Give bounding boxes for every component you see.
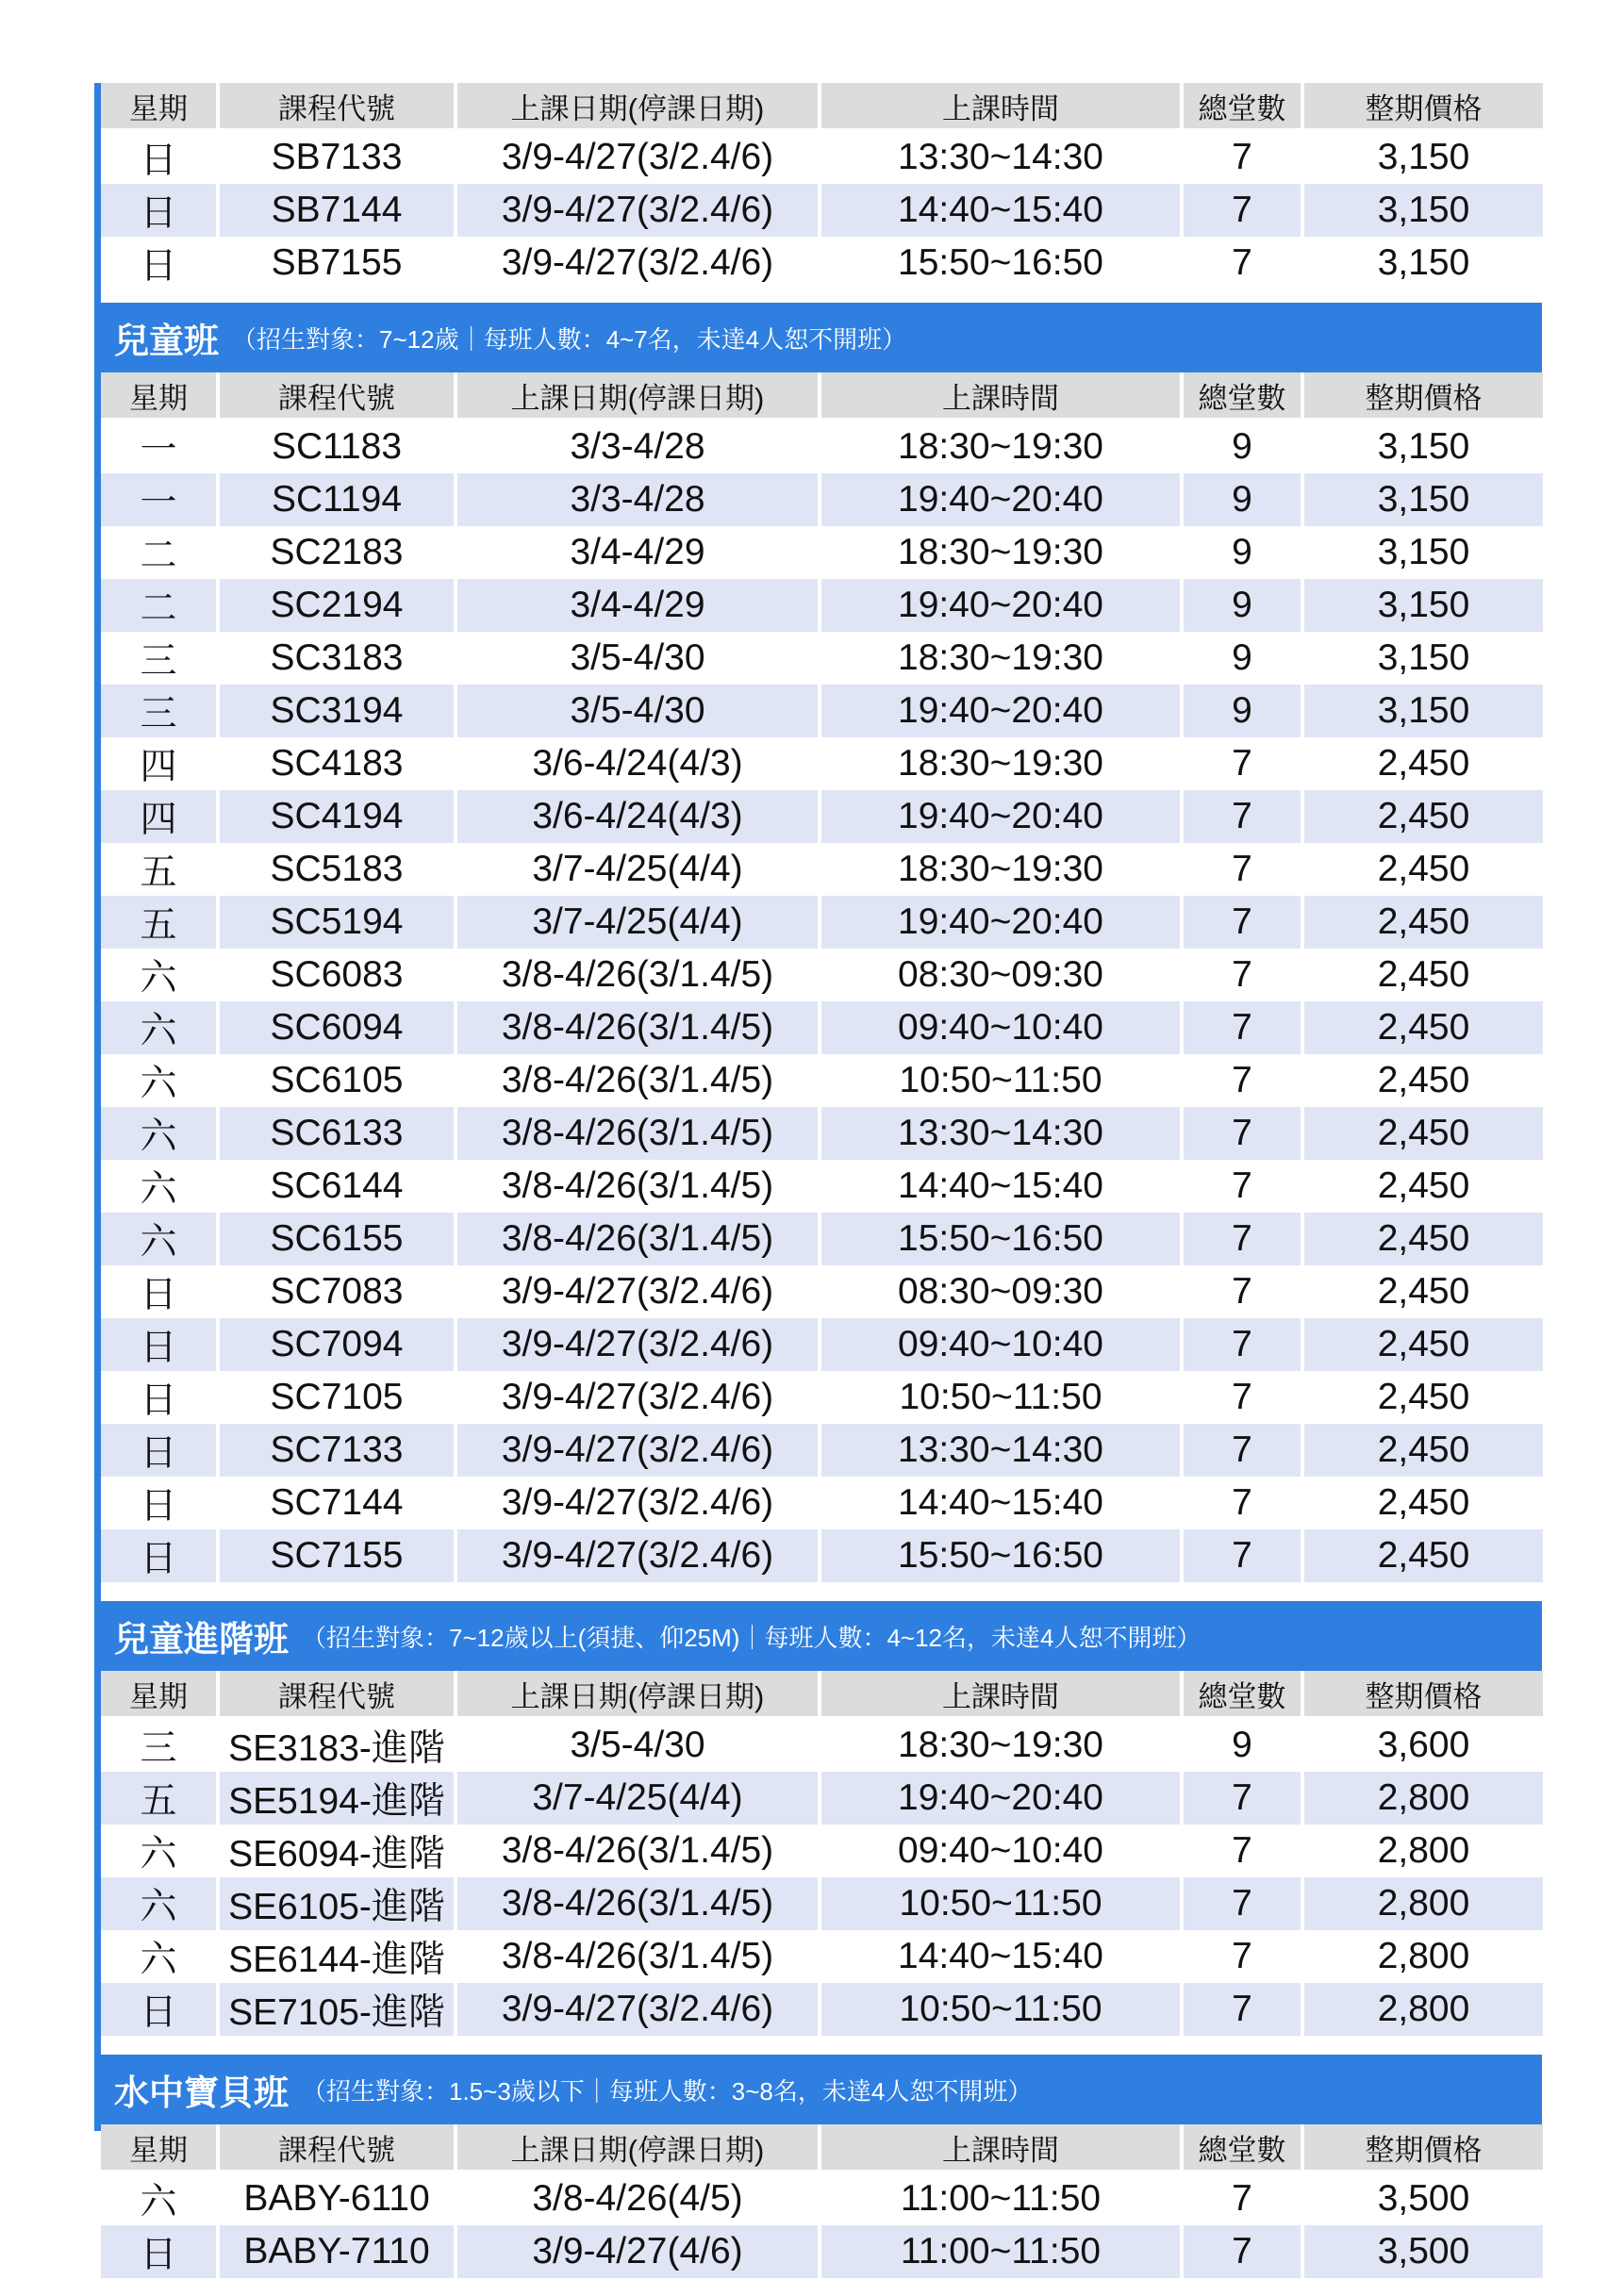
column-header: 星期 bbox=[101, 372, 216, 421]
column-header: 上課日期(停課日期) bbox=[457, 372, 818, 421]
table-cell: 3,150 bbox=[1304, 473, 1543, 526]
table-cell: 3/9-4/27(3/2.4/6) bbox=[501, 1271, 774, 1312]
table-cell: 一 bbox=[101, 473, 216, 526]
table-cell: 9 bbox=[1232, 1725, 1252, 1765]
table-cell: 3/3-4/28 bbox=[570, 426, 705, 467]
table-cell: 3,150 bbox=[1377, 137, 1470, 177]
table-cell: 19:40~20:40 bbox=[821, 579, 1180, 632]
table-cell: SC7083 bbox=[270, 1271, 404, 1312]
table-row bbox=[101, 184, 1543, 237]
section-note: （招生對象：7~12歲｜每班人數：4~7名，未達4人恕不開班） bbox=[232, 324, 907, 354]
table-row bbox=[101, 1877, 1543, 1930]
table-row bbox=[101, 1983, 1543, 2036]
course-table bbox=[97, 372, 1547, 1582]
column-header: 星期 bbox=[101, 2124, 216, 2172]
table-row bbox=[101, 790, 1543, 843]
table-cell: 18:30~19:30 bbox=[898, 1725, 1103, 1765]
table-row bbox=[101, 1318, 1543, 1371]
table-row bbox=[101, 1719, 1543, 1772]
table-cell: 3/8-4/26(3/1.4/5) bbox=[501, 1830, 774, 1871]
table-cell: SC4183 bbox=[270, 743, 404, 784]
table-cell: 2,800 bbox=[1304, 1983, 1543, 2036]
column-header: 課程代號 bbox=[220, 2124, 454, 2172]
table-cell: 09:40~10:40 bbox=[821, 1001, 1180, 1054]
column-header: 整期價格 bbox=[1304, 83, 1543, 131]
table-cell: 10:50~11:50 bbox=[899, 1377, 1102, 1417]
table-cell: 7 bbox=[1184, 1424, 1301, 1477]
table-cell: 日 bbox=[101, 1424, 216, 1477]
table-cell: 3/9-4/27(3/2.4/6) bbox=[457, 1318, 818, 1371]
table-cell: 日 bbox=[140, 140, 177, 181]
table-cell: SC1194 bbox=[220, 473, 454, 526]
table-cell: SC7094 bbox=[220, 1318, 454, 1371]
table-cell: 五 bbox=[101, 1772, 216, 1825]
table-cell: 日 bbox=[140, 1275, 177, 1315]
table-cell: SC6144 bbox=[270, 1165, 404, 1206]
table-cell: 7 bbox=[1232, 1165, 1252, 1206]
column-header: 整期價格 bbox=[1304, 1671, 1543, 1719]
table-cell: 2,450 bbox=[1377, 1377, 1470, 1417]
table-cell: 3/8-4/26(3/1.4/5) bbox=[501, 954, 774, 995]
table-cell: 3/8-4/26(4/5) bbox=[532, 2178, 743, 2219]
table-cell: 六 bbox=[140, 1169, 177, 1210]
table-cell: 3,150 bbox=[1377, 637, 1470, 678]
table-cell: 2,450 bbox=[1377, 1060, 1470, 1100]
table-cell: SC6105 bbox=[270, 1060, 404, 1100]
table-cell: 7 bbox=[1184, 184, 1301, 237]
table-cell: 二 bbox=[101, 579, 216, 632]
table-cell: 7 bbox=[1232, 1936, 1252, 1976]
table-header-row bbox=[101, 1671, 1543, 1719]
table-cell: 一 bbox=[140, 430, 177, 471]
table-cell: 2,450 bbox=[1377, 1482, 1470, 1523]
table-row bbox=[101, 473, 1543, 526]
table-cell: 7 bbox=[1184, 1318, 1301, 1371]
table-row bbox=[101, 1477, 1543, 1529]
table-cell: 四 bbox=[101, 790, 216, 843]
table-cell: SE7105-進階 bbox=[220, 1983, 454, 2036]
table-cell: 3,150 bbox=[1377, 532, 1470, 572]
table-cell: 19:40~20:40 bbox=[821, 896, 1180, 949]
table-cell: 13:30~14:30 bbox=[821, 1424, 1180, 1477]
table-cell: 2,450 bbox=[1377, 743, 1470, 784]
column-header: 上課時間 bbox=[821, 1671, 1180, 1719]
table-cell: 3/8-4/26(3/1.4/5) bbox=[457, 1213, 818, 1265]
table-cell: 3/9-4/27(3/2.4/6) bbox=[501, 137, 774, 177]
table-cell: 3/7-4/25(4/4) bbox=[457, 1772, 818, 1825]
table-cell: SC5183 bbox=[270, 849, 404, 889]
table-row bbox=[101, 1213, 1543, 1265]
column-header: 上課時間 bbox=[821, 372, 1180, 421]
table-cell: SC7133 bbox=[220, 1424, 454, 1477]
table-cell: 2,450 bbox=[1304, 790, 1543, 843]
table-cell: 2,450 bbox=[1304, 1001, 1543, 1054]
table-cell: 3/9-4/27(3/2.4/6) bbox=[457, 1424, 818, 1477]
table-cell: 2,450 bbox=[1304, 896, 1543, 949]
table-cell: 14:40~15:40 bbox=[898, 1936, 1103, 1976]
column-header: 課程代號 bbox=[220, 83, 454, 131]
table-cell: 7 bbox=[1184, 1877, 1301, 1930]
table-cell: 13:30~14:30 bbox=[898, 137, 1103, 177]
table-cell: 11:00~11:50 bbox=[900, 2178, 1102, 2219]
table-row bbox=[101, 1265, 1543, 1318]
section-note: （招生對象：1.5~3歲以下｜每班人數：3~8名，未達4人恕不開班） bbox=[302, 2076, 1033, 2106]
table-cell: 3,600 bbox=[1377, 1725, 1470, 1765]
table-cell: 15:50~16:50 bbox=[821, 1529, 1180, 1582]
table-cell: SC6155 bbox=[220, 1213, 454, 1265]
table-cell: 3/6-4/24(4/3) bbox=[457, 790, 818, 843]
table-cell: 日 bbox=[101, 1983, 216, 2036]
column-header: 課程代號 bbox=[220, 1671, 454, 1719]
table-cell: 日 bbox=[140, 1486, 177, 1527]
course-table bbox=[97, 2124, 1547, 2278]
section-header bbox=[101, 303, 1542, 372]
column-header: 星期 bbox=[101, 1671, 216, 1719]
column-header: 課程代號 bbox=[220, 372, 454, 421]
table-cell: 三 bbox=[140, 641, 177, 682]
table-cell: SC4194 bbox=[220, 790, 454, 843]
table-cell: 3/8-4/26(3/1.4/5) bbox=[457, 1001, 818, 1054]
table-cell: 3/8-4/26(3/1.4/5) bbox=[501, 1060, 774, 1100]
table-cell: 7 bbox=[1184, 790, 1301, 843]
column-header: 總堂數 bbox=[1184, 2124, 1301, 2172]
table-cell: 2,450 bbox=[1304, 1529, 1543, 1582]
table-cell: 2,450 bbox=[1377, 1165, 1470, 1206]
table-cell: 18:30~19:30 bbox=[898, 532, 1103, 572]
table-cell: 3/5-4/30 bbox=[570, 637, 705, 678]
table-cell: SC7155 bbox=[220, 1529, 454, 1582]
table-cell: 日 bbox=[101, 1318, 216, 1371]
table-cell: 9 bbox=[1184, 685, 1301, 737]
table-cell: 7 bbox=[1184, 1001, 1301, 1054]
table-header-row bbox=[101, 372, 1543, 421]
table-cell: 2,450 bbox=[1377, 954, 1470, 995]
table-cell: 2,800 bbox=[1377, 1936, 1470, 1976]
course-section bbox=[101, 2055, 1542, 2278]
column-header: 星期 bbox=[101, 83, 216, 131]
section-header bbox=[101, 2055, 1542, 2124]
table-cell: 日 bbox=[101, 184, 216, 237]
course-table bbox=[97, 1671, 1547, 2036]
table-cell: 3/9-4/27(4/6) bbox=[457, 2225, 818, 2278]
column-header: 上課時間 bbox=[821, 2124, 1180, 2172]
table-cell: 2,800 bbox=[1304, 1772, 1543, 1825]
section-note: （招生對象：7~12歲以上(須捷、仰25M)｜每班人數：4~12名，未達4人恕不開班） bbox=[302, 1623, 1201, 1652]
table-cell: 9 bbox=[1184, 579, 1301, 632]
column-header: 整期價格 bbox=[1304, 2124, 1543, 2172]
table-cell: 3/4-4/29 bbox=[457, 579, 818, 632]
table-cell: 19:40~20:40 bbox=[821, 473, 1180, 526]
table-cell: 10:50~11:50 bbox=[899, 1060, 1102, 1100]
table-cell: SC3194 bbox=[220, 685, 454, 737]
table-row bbox=[101, 1930, 1543, 1983]
table-row bbox=[101, 685, 1543, 737]
table-row bbox=[101, 1160, 1543, 1213]
table-row bbox=[101, 1054, 1543, 1107]
course-section bbox=[101, 303, 1542, 1582]
table-cell: 2,450 bbox=[1377, 1271, 1470, 1312]
table-cell: SC7144 bbox=[270, 1482, 404, 1523]
table-row bbox=[101, 949, 1543, 1001]
table-row bbox=[101, 843, 1543, 896]
table-cell: SE6144-進階 bbox=[228, 1940, 445, 1980]
table-cell: 六 bbox=[101, 1107, 216, 1160]
table-row bbox=[101, 421, 1543, 473]
table-cell: 7 bbox=[1232, 1482, 1252, 1523]
table-row bbox=[101, 526, 1543, 579]
table-cell: 19:40~20:40 bbox=[821, 1772, 1180, 1825]
table-cell: 五 bbox=[101, 896, 216, 949]
table-row bbox=[101, 2172, 1543, 2225]
table-cell: 六 bbox=[140, 1940, 177, 1980]
table-cell: SB7133 bbox=[271, 137, 403, 177]
table-cell: SC7105 bbox=[270, 1377, 404, 1417]
table-cell: SB7155 bbox=[271, 242, 403, 283]
table-cell: 2,450 bbox=[1304, 1107, 1543, 1160]
column-header: 整期價格 bbox=[1304, 372, 1543, 421]
table-cell: 3,500 bbox=[1377, 2178, 1470, 2219]
column-header: 上課日期(停課日期) bbox=[457, 2124, 818, 2172]
table-cell: SC5194 bbox=[220, 896, 454, 949]
table-cell: 7 bbox=[1232, 1271, 1252, 1312]
table-cell: 2,800 bbox=[1377, 1830, 1470, 1871]
table-cell: BABY-7110 bbox=[220, 2225, 454, 2278]
table-cell: 7 bbox=[1184, 2225, 1301, 2278]
table-cell: 7 bbox=[1184, 1983, 1301, 2036]
table-cell: 14:40~15:40 bbox=[898, 1165, 1103, 1206]
table-cell: 14:40~15:40 bbox=[821, 184, 1180, 237]
table-cell: 10:50~11:50 bbox=[821, 1877, 1180, 1930]
table-cell: SC1183 bbox=[271, 426, 403, 467]
table-cell: 3/5-4/30 bbox=[457, 685, 818, 737]
table-cell: 六 bbox=[140, 1834, 177, 1875]
table-row bbox=[101, 1001, 1543, 1054]
table-cell: 3/8-4/26(3/1.4/5) bbox=[457, 1877, 818, 1930]
table-cell: SB7144 bbox=[220, 184, 454, 237]
table-cell: 3/9-4/27(3/2.4/6) bbox=[457, 1983, 818, 2036]
table-row bbox=[101, 1772, 1543, 1825]
table-cell: 3/6-4/24(4/3) bbox=[532, 743, 743, 784]
table-cell: 18:30~19:30 bbox=[898, 637, 1103, 678]
table-row bbox=[101, 1825, 1543, 1877]
table-row bbox=[101, 2225, 1543, 2278]
table-cell: SE6105-進階 bbox=[220, 1877, 454, 1930]
table-cell: 3/9-4/27(3/2.4/6) bbox=[501, 1377, 774, 1417]
table-cell: 3/5-4/30 bbox=[570, 1725, 705, 1765]
table-row bbox=[101, 237, 1543, 289]
table-cell: SC6083 bbox=[270, 954, 404, 995]
table-cell: 二 bbox=[140, 536, 177, 576]
table-cell: 三 bbox=[140, 1728, 177, 1769]
table-cell: SC2194 bbox=[220, 579, 454, 632]
table-cell: 9 bbox=[1232, 532, 1252, 572]
table-cell: 六 bbox=[140, 2182, 177, 2222]
table-cell: 10:50~11:50 bbox=[821, 1983, 1180, 2036]
table-cell: 7 bbox=[1232, 849, 1252, 889]
table-cell: 3/7-4/25(4/4) bbox=[457, 896, 818, 949]
table-cell: 3/9-4/27(3/2.4/6) bbox=[501, 1482, 774, 1523]
table-cell: 7 bbox=[1232, 743, 1252, 784]
schedule-page bbox=[94, 83, 1542, 2278]
table-cell: 7 bbox=[1232, 137, 1252, 177]
section-title: 水中寶貝班 bbox=[114, 2073, 289, 2112]
table-row bbox=[101, 1371, 1543, 1424]
table-header-row bbox=[101, 2124, 1543, 2172]
course-table bbox=[97, 83, 1547, 289]
table-cell: 19:40~20:40 bbox=[821, 790, 1180, 843]
table-cell: 3/7-4/25(4/4) bbox=[532, 849, 743, 889]
table-cell: 3/3-4/28 bbox=[457, 473, 818, 526]
table-row bbox=[101, 1529, 1543, 1582]
table-cell: 3/9-4/27(3/2.4/6) bbox=[457, 184, 818, 237]
table-cell: 3,150 bbox=[1304, 579, 1543, 632]
table-cell: 2,450 bbox=[1304, 1213, 1543, 1265]
table-cell: 2,450 bbox=[1304, 1424, 1543, 1477]
table-cell: SC6133 bbox=[220, 1107, 454, 1160]
table-cell: 3/4-4/29 bbox=[570, 532, 705, 572]
course-section bbox=[101, 1601, 1542, 2036]
table-cell: 9 bbox=[1184, 473, 1301, 526]
table-cell: BABY-6110 bbox=[243, 2178, 430, 2219]
table-cell: 3,150 bbox=[1304, 184, 1543, 237]
table-cell: 7 bbox=[1184, 1213, 1301, 1265]
section-title: 兒童班 bbox=[114, 322, 219, 360]
table-cell: 18:30~19:30 bbox=[898, 743, 1103, 784]
table-cell: 7 bbox=[1232, 1060, 1252, 1100]
table-cell: 3/9-4/27(3/2.4/6) bbox=[501, 242, 774, 283]
table-cell: 7 bbox=[1232, 954, 1252, 995]
table-cell: 2,450 bbox=[1377, 849, 1470, 889]
table-cell: 15:50~16:50 bbox=[898, 242, 1103, 283]
table-cell: 18:30~19:30 bbox=[898, 426, 1103, 467]
table-cell: 9 bbox=[1232, 426, 1252, 467]
table-cell: 09:40~10:40 bbox=[898, 1830, 1103, 1871]
table-cell: 3/9-4/27(3/2.4/6) bbox=[457, 1529, 818, 1582]
table-cell: 日 bbox=[101, 1529, 216, 1582]
table-cell: 7 bbox=[1184, 1107, 1301, 1160]
table-cell: 3,150 bbox=[1304, 685, 1543, 737]
table-cell: 08:30~09:30 bbox=[898, 1271, 1103, 1312]
table-cell: 7 bbox=[1184, 896, 1301, 949]
table-cell: SC6094 bbox=[220, 1001, 454, 1054]
table-row bbox=[101, 131, 1543, 184]
table-cell: SE6094-進階 bbox=[228, 1834, 445, 1875]
table-row bbox=[101, 1107, 1543, 1160]
table-cell: 三 bbox=[101, 685, 216, 737]
table-cell: 3/8-4/26(3/1.4/5) bbox=[501, 1936, 774, 1976]
table-cell: 2,450 bbox=[1304, 1318, 1543, 1371]
table-cell: SE5194-進階 bbox=[220, 1772, 454, 1825]
table-cell: SC2183 bbox=[270, 532, 404, 572]
table-cell: SE3183-進階 bbox=[228, 1728, 445, 1769]
table-cell: 日 bbox=[140, 1380, 177, 1421]
table-cell: 五 bbox=[140, 852, 177, 893]
section-header bbox=[101, 1601, 1542, 1671]
column-header: 總堂數 bbox=[1184, 372, 1301, 421]
table-cell: 7 bbox=[1232, 1377, 1252, 1417]
table-row bbox=[101, 896, 1543, 949]
table-row bbox=[101, 737, 1543, 790]
table-cell: 3,150 bbox=[1377, 426, 1470, 467]
table-row bbox=[101, 579, 1543, 632]
table-cell: SC3183 bbox=[270, 637, 404, 678]
table-cell: 7 bbox=[1184, 1772, 1301, 1825]
table-cell: 7 bbox=[1184, 1529, 1301, 1582]
column-header: 上課日期(停課日期) bbox=[457, 83, 818, 131]
table-cell: 六 bbox=[101, 1877, 216, 1930]
table-row bbox=[101, 632, 1543, 685]
table-cell: 六 bbox=[140, 958, 177, 999]
table-cell: 3/8-4/26(3/1.4/5) bbox=[457, 1107, 818, 1160]
table-cell: 18:30~19:30 bbox=[898, 849, 1103, 889]
table-cell: 14:40~15:40 bbox=[898, 1482, 1103, 1523]
table-cell: 09:40~10:40 bbox=[821, 1318, 1180, 1371]
table-cell: 13:30~14:30 bbox=[821, 1107, 1180, 1160]
table-cell: 3,500 bbox=[1304, 2225, 1543, 2278]
table-cell: 3/8-4/26(3/1.4/5) bbox=[501, 1165, 774, 1206]
table-cell: 19:40~20:40 bbox=[821, 685, 1180, 737]
table-cell: 11:00~11:50 bbox=[821, 2225, 1180, 2278]
course-section bbox=[101, 83, 1542, 289]
table-cell: 日 bbox=[140, 246, 177, 287]
table-cell: 15:50~16:50 bbox=[821, 1213, 1180, 1265]
table-cell: 9 bbox=[1232, 637, 1252, 678]
table-cell: 08:30~09:30 bbox=[898, 954, 1103, 995]
section-title: 兒童進階班 bbox=[114, 1620, 289, 1659]
column-header: 上課時間 bbox=[821, 83, 1180, 131]
table-cell: 7 bbox=[1232, 242, 1252, 283]
column-header: 上課日期(停課日期) bbox=[457, 1671, 818, 1719]
column-header: 總堂數 bbox=[1184, 83, 1301, 131]
table-row bbox=[101, 1424, 1543, 1477]
column-header: 總堂數 bbox=[1184, 1671, 1301, 1719]
table-cell: 7 bbox=[1232, 1830, 1252, 1871]
table-cell: 四 bbox=[140, 747, 177, 787]
table-cell: 六 bbox=[140, 1064, 177, 1104]
table-cell: 3,150 bbox=[1377, 242, 1470, 283]
table-header-row bbox=[101, 83, 1543, 131]
table-cell: 7 bbox=[1232, 2178, 1252, 2219]
table-cell: 2,800 bbox=[1304, 1877, 1543, 1930]
table-cell: 六 bbox=[101, 1213, 216, 1265]
table-cell: 日 bbox=[101, 2225, 216, 2278]
table-cell: 六 bbox=[101, 1001, 216, 1054]
